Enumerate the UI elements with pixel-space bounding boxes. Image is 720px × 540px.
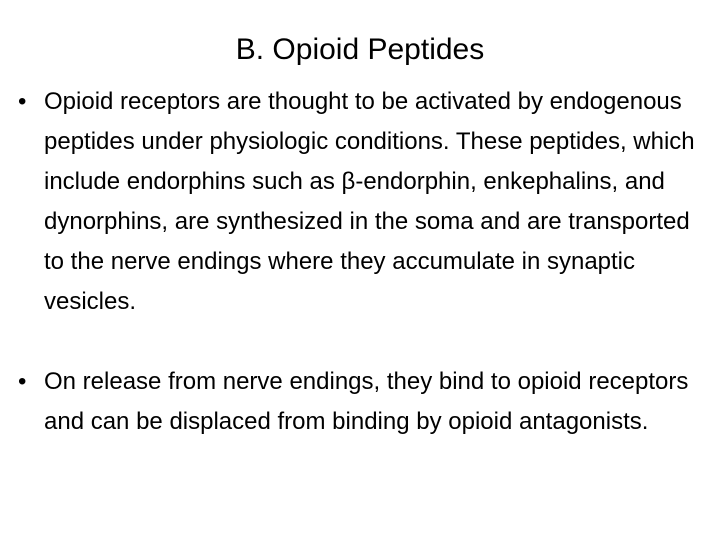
bullet-item-2: [18, 362, 710, 442]
bullet-icon: •: [18, 88, 27, 115]
bullet-text-2: On release from nerve endings, they bind to opioid receptors and can be displaced from binding by opioid antagonists.: [44, 368, 689, 435]
bullet-list: [18, 82, 710, 442]
bullet-item-1: [18, 82, 710, 322]
slide-title: B. Opioid Peptides: [235, 33, 485, 66]
bullet-icon: •: [18, 368, 27, 395]
bullet-text-1: Opioid receptors are thought to be activated by endogenous peptides under physiologic conditions. These peptides, which include endorphins such as β-endorphin, enkephalins, and dynorphins, are synthesized in the soma and are transported to the nerve endings where they accumulate in synaptic vesicles.: [44, 88, 695, 315]
